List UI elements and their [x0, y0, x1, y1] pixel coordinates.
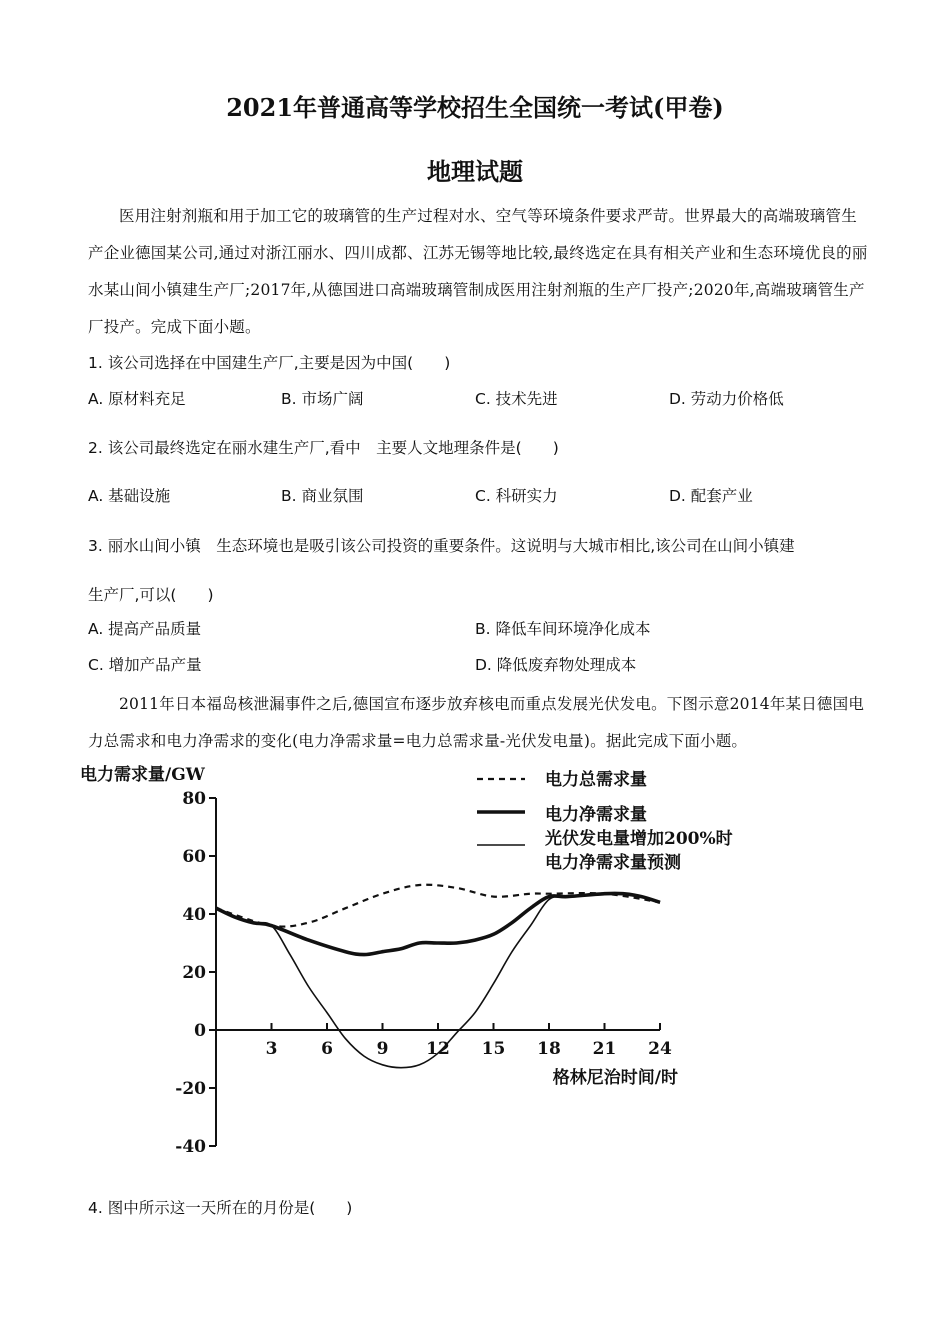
y-tick-label: 0	[194, 1021, 206, 1041]
question-1-option-c: C. 技术先进	[475, 390, 558, 408]
question-1-option-d: D. 劳动力价格低	[669, 390, 784, 408]
question-3-option-d: D. 降低废弃物处理成本	[475, 656, 637, 674]
question-2-option-c: C. 科研实力	[475, 487, 558, 505]
page-title: 2021年普通高等学校招生全国统一考试(甲卷)	[226, 93, 724, 122]
legend-label-forecast-line1: 光伏发电量增加200%时	[545, 829, 733, 849]
legend-label-net: 电力净需求量	[545, 805, 647, 825]
passage-solar: 2011年日本福岛核泄漏事件之后,德国宣布逐步放弃核电而重点发展光伏发电。下图示意2014年某日德国电力总需求和电力净需求的变化(电力净需求量=电力总需求量-光伏发电量)。据此完成下面小题。	[88, 695, 865, 750]
question-3-option-a: A. 提高产品质量	[88, 620, 202, 638]
electricity-demand-chart	[80, 760, 760, 1160]
question-2-option-b: B. 商业氛围	[281, 487, 364, 505]
question-2-option-a: A. 基础设施	[88, 487, 171, 505]
x-tick-label: 15	[481, 1039, 506, 1059]
y-tick-label: 80	[182, 789, 206, 809]
question-2-option-d: D. 配套产业	[669, 487, 753, 505]
question-2-stem: 2. 该公司最终选定在丽水建生产厂,看中 主要人文地理条件是( )	[88, 439, 559, 457]
x-tick-label: 21	[592, 1039, 617, 1059]
y-tick-label: -40	[175, 1137, 206, 1157]
series-net-demand	[216, 893, 660, 954]
y-axis-label: 电力需求量/GW	[80, 765, 205, 785]
y-tick-label: 20	[182, 963, 206, 983]
question-3-stem-line2: 生产厂,可以( )	[88, 586, 214, 604]
series-total-demand	[216, 885, 660, 927]
question-3-stem-line1: 3. 丽水山间小镇 生态环境也是吸引该公司投资的重要条件。这说明与大城市相比,该公司在山间小镇建	[88, 537, 795, 555]
question-1-stem: 1. 该公司选择在中国建生产厂,主要是因为中国( )	[88, 354, 451, 372]
x-tick-label: 6	[321, 1039, 333, 1059]
question-3-option-c: C. 增加产品产量	[88, 656, 202, 674]
x-tick-label: 24	[648, 1039, 672, 1059]
x-tick-label: 3	[265, 1039, 278, 1059]
y-tick-label: 40	[182, 905, 206, 925]
passage-intro: 医用注射剂瓶和用于加工它的玻璃管的生产过程对水、空气等环境条件要求严苛。世界最大的高端玻璃管生产企业德国某公司,通过对浙江丽水、四川成都、江苏无锡等地比较,最终选定在具有相关产业和生态环境优良的丽水某山间小镇建生产厂;2017年,从德国进口高端玻璃管制成医用注射剂瓶的生产厂投产;2020年,高端玻璃管生产厂投产。完成下面小题。	[88, 207, 868, 336]
x-axis-label: 格林尼治时间/时	[552, 1068, 678, 1088]
page-subtitle: 地理试题	[427, 157, 523, 186]
question-3-option-b: B. 降低车间环境净化成本	[475, 620, 651, 638]
question-1-option-a: A. 原材料充足	[88, 390, 186, 408]
y-tick-label: -20	[175, 1079, 206, 1099]
x-tick-label: 9	[376, 1039, 389, 1059]
y-tick-label: 60	[182, 847, 206, 867]
x-tick-label: 18	[537, 1039, 561, 1059]
legend-label-total: 电力总需求量	[545, 770, 647, 790]
legend-label-forecast-line2: 电力净需求量预测	[545, 853, 681, 873]
x-tick-label: 12	[426, 1039, 450, 1059]
question-4-stem: 4. 图中所示这一天所在的月份是( )	[88, 1199, 353, 1217]
chart-legend	[477, 769, 733, 873]
question-1-option-b: B. 市场广阔	[281, 390, 364, 408]
